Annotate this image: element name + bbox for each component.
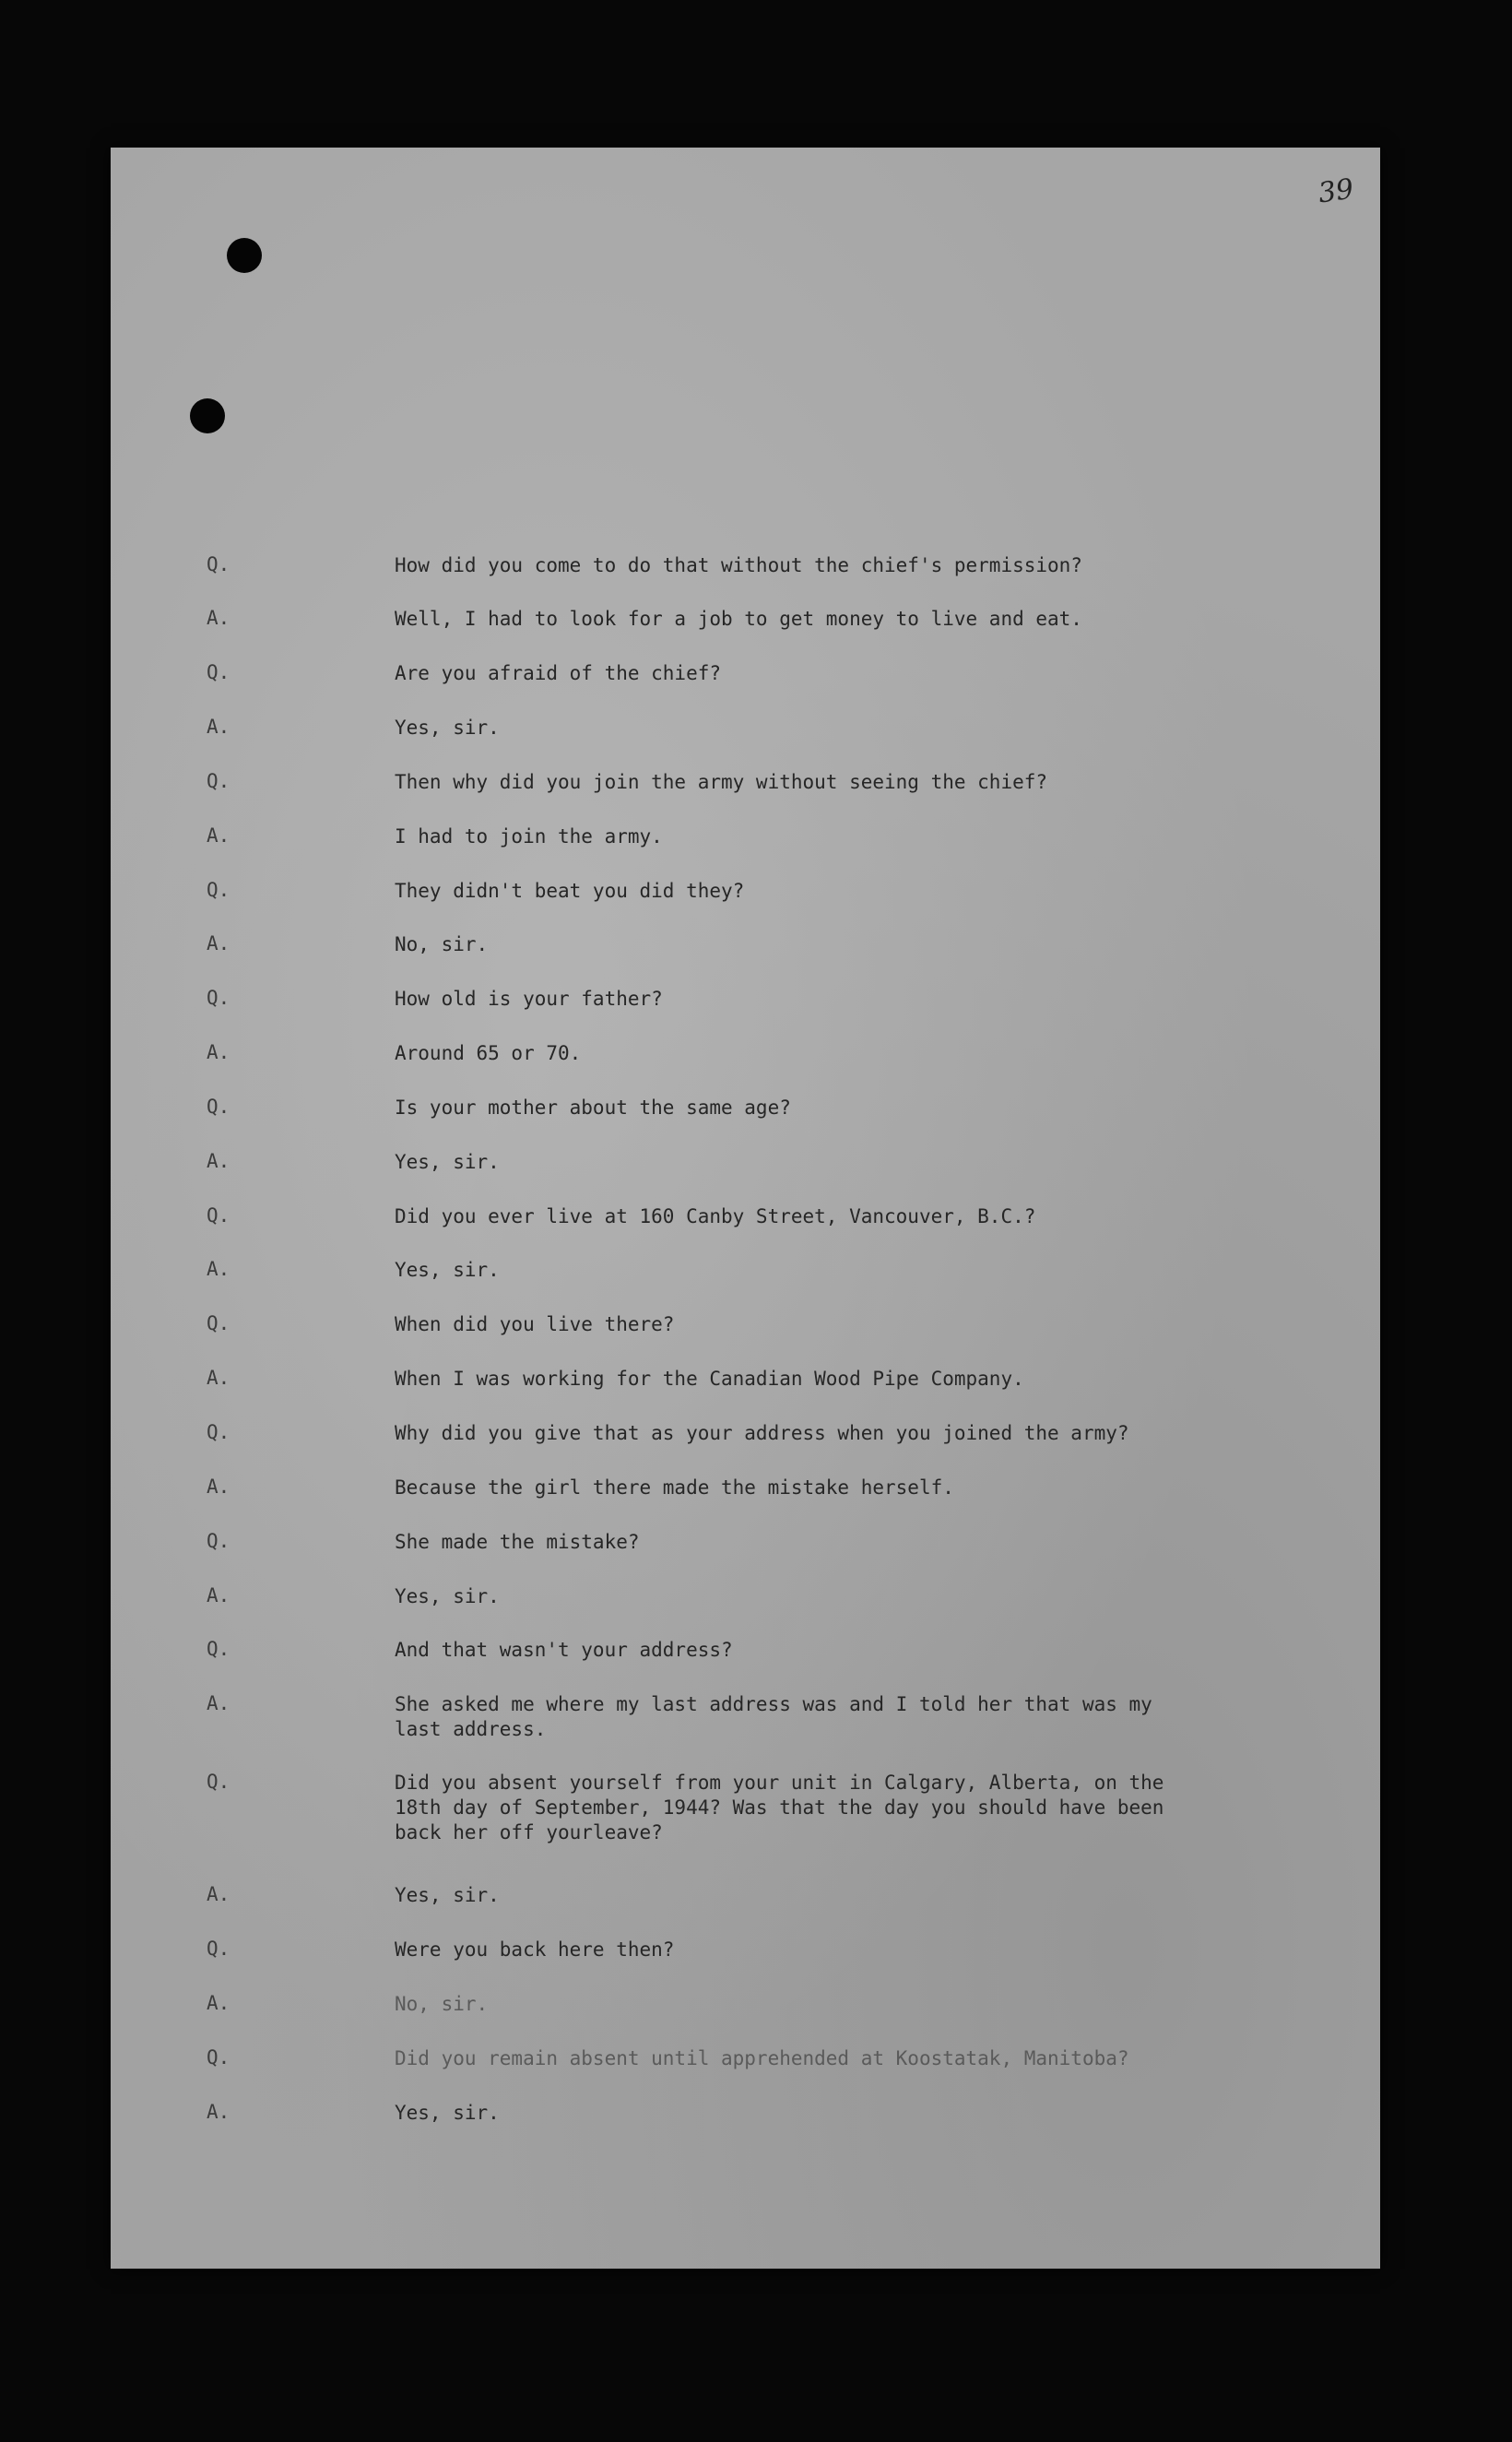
speaker-label: Q.	[207, 1312, 230, 1334]
speaker-label: A.	[207, 2101, 230, 2123]
entry-text: When did you live there?	[395, 1313, 675, 1335]
entry-text: Yes, sir.	[395, 1585, 500, 1607]
speaker-label: Q.	[207, 1938, 230, 1960]
speaker-label: A.	[207, 716, 230, 738]
speaker-label: Q.	[207, 1771, 230, 1793]
page-number: 39	[1316, 172, 1356, 210]
speaker-label: Q.	[207, 1530, 230, 1552]
entry-text: Is your mother about the same age?	[395, 1097, 791, 1119]
speaker-label: Q.	[207, 1096, 230, 1118]
entry-text: Yes, sir.	[395, 1259, 500, 1281]
entry-text: Yes, sir.	[395, 2102, 500, 2124]
entry-text: How old is your father?	[395, 988, 663, 1010]
speaker-label: A.	[207, 1992, 230, 2014]
speaker-label: Q.	[207, 1638, 230, 1660]
entry-text: No, sir.	[395, 1993, 489, 2015]
speaker-label: A.	[207, 1041, 230, 1063]
entry-text: How did you come to do that without the chief's permission?	[395, 554, 1082, 576]
punch-hole	[190, 398, 225, 433]
entry-text: Did you ever live at 160 Canby Street, Vancouver, B.C.?	[395, 1205, 1036, 1227]
entry-text: She asked me where my last address was and I told her that was my last address.	[395, 1693, 1152, 1740]
speaker-label: A.	[207, 1367, 230, 1389]
speaker-label: A.	[207, 932, 230, 954]
speaker-label: Q.	[207, 987, 230, 1009]
document-page	[111, 148, 1380, 2269]
speaker-label: A.	[207, 1883, 230, 1905]
speaker-label: A.	[207, 1476, 230, 1498]
entry-text: No, sir.	[395, 933, 489, 955]
speaker-label: A.	[207, 607, 230, 629]
speaker-label: A.	[207, 1150, 230, 1172]
entry-text: I had to join the army.	[395, 825, 663, 848]
entry-text: Then why did you join the army without seeing the chief?	[395, 771, 1048, 793]
speaker-label: A.	[207, 1584, 230, 1606]
speaker-label: A.	[207, 1692, 230, 1714]
entry-text: Yes, sir.	[395, 1884, 500, 1906]
entry-text: Well, I had to look for a job to get money to live and eat.	[395, 608, 1082, 630]
entry-text: Because the girl there made the mistake herself.	[395, 1476, 954, 1499]
entry-text: They didn't beat you did they?	[395, 880, 745, 902]
entry-text: When I was working for the Canadian Wood Pipe Company.	[395, 1368, 1024, 1390]
entry-text: Are you afraid of the chief?	[395, 662, 722, 684]
entry-text: Why did you give that as your address when you joined the army?	[395, 1422, 1129, 1444]
speaker-label: Q.	[207, 553, 230, 575]
speaker-label: Q.	[207, 1204, 230, 1227]
entry-text: Did you absent yourself from your unit in Calgary, Alberta, on the 18th day of September, 1944? Was that the day you should have been back her off yourleave?	[395, 1772, 1164, 1843]
entry-text: Around 65 or 70.	[395, 1042, 582, 1064]
speaker-label: Q.	[207, 2046, 230, 2069]
speaker-label: Q.	[207, 661, 230, 683]
entry-text: Yes, sir.	[395, 1151, 500, 1173]
entry-text: She made the mistake?	[395, 1531, 640, 1553]
speaker-label: Q.	[207, 879, 230, 901]
entry-text: Were you back here then?	[395, 1938, 675, 1961]
speaker-label: A.	[207, 824, 230, 847]
speaker-label: Q.	[207, 1421, 230, 1443]
entry-text: Did you remain absent until apprehended at Koostatak, Manitoba?	[395, 2047, 1129, 2069]
punch-hole	[227, 238, 262, 273]
speaker-label: Q.	[207, 770, 230, 792]
speaker-label: A.	[207, 1258, 230, 1280]
entry-text: Yes, sir.	[395, 717, 500, 739]
entry-text: And that wasn't your address?	[395, 1639, 733, 1661]
